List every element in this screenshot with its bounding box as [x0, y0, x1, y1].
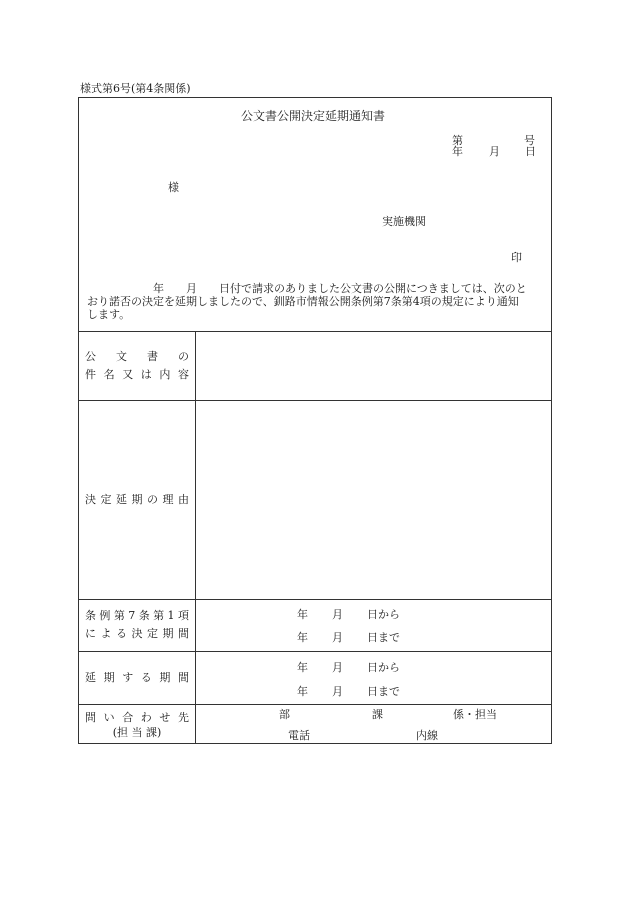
divider-label-column — [195, 331, 196, 743]
contact-extension: 内線 — [416, 729, 438, 742]
article-from-year: 年 — [297, 608, 308, 621]
notice-body-line-2: おり諾否の決定を延期しましたので、釧路市情報公開条例第7条第4項の規定により通知 — [87, 295, 519, 308]
extension-from-year: 年 — [297, 661, 308, 674]
number-go-label: 号 — [524, 134, 535, 147]
article-period-label-line-1: 条 例 第 7 条 第 1 項 — [85, 609, 189, 622]
date-day-label: 日 — [525, 145, 536, 158]
article-to-day: 日まで — [367, 631, 400, 644]
date-month-label: 月 — [489, 145, 500, 158]
extension-to-month: 月 — [332, 685, 343, 698]
notice-body-line-1: 年 月 日付で請求のありました公文書の公開につきましては、次のと — [87, 282, 527, 295]
article-to-month: 月 — [332, 631, 343, 644]
extension-to-year: 年 — [297, 685, 308, 698]
contact-department: 部 — [279, 708, 290, 721]
date-year-label: 年 — [452, 145, 463, 158]
article-period-label — [79, 599, 195, 651]
addressee-suffix: 様 — [168, 181, 179, 194]
form-number-label: 様式第6号(第4条関係) — [80, 82, 191, 95]
contact-phone: 電話 — [288, 729, 310, 742]
extension-from-day: 日から — [367, 661, 400, 674]
contact-label-line-2: (担 当 課) — [112, 725, 162, 739]
form-title: 公文書公開決定延期通知書 — [241, 109, 386, 123]
contact-division: 課 — [372, 708, 383, 721]
article-from-month: 月 — [332, 608, 343, 621]
contact-section: 係・担当 — [453, 708, 497, 721]
document-name-label-line-2: 件 名 又 は 内 容 — [85, 367, 189, 381]
extension-from-month: 月 — [332, 661, 343, 674]
article-to-year: 年 — [297, 631, 308, 644]
document-name-label — [79, 331, 195, 400]
reason-label: 決 定 延 期 の 理 由 — [85, 492, 189, 506]
contact-label-line-1: 問 い 合 わ せ 先 — [85, 710, 189, 724]
article-from-day: 日から — [367, 608, 400, 621]
article-period-label-line-2: に よ る 決 定 期 間 — [85, 627, 189, 640]
extension-to-day: 日まで — [367, 685, 400, 698]
notice-body-line-3: します。 — [87, 308, 131, 321]
number-dai-label: 第 — [452, 134, 463, 147]
document-name-label-line-1: 公 文 書 の — [85, 349, 189, 363]
notice-form — [78, 97, 552, 744]
notice-body — [87, 282, 545, 321]
contact-label — [79, 704, 195, 745]
extension-period-label: 延 期 す る 期 間 — [85, 670, 189, 684]
seal-mark: 印 — [511, 251, 522, 264]
agency-label: 実施機関 — [382, 215, 426, 228]
